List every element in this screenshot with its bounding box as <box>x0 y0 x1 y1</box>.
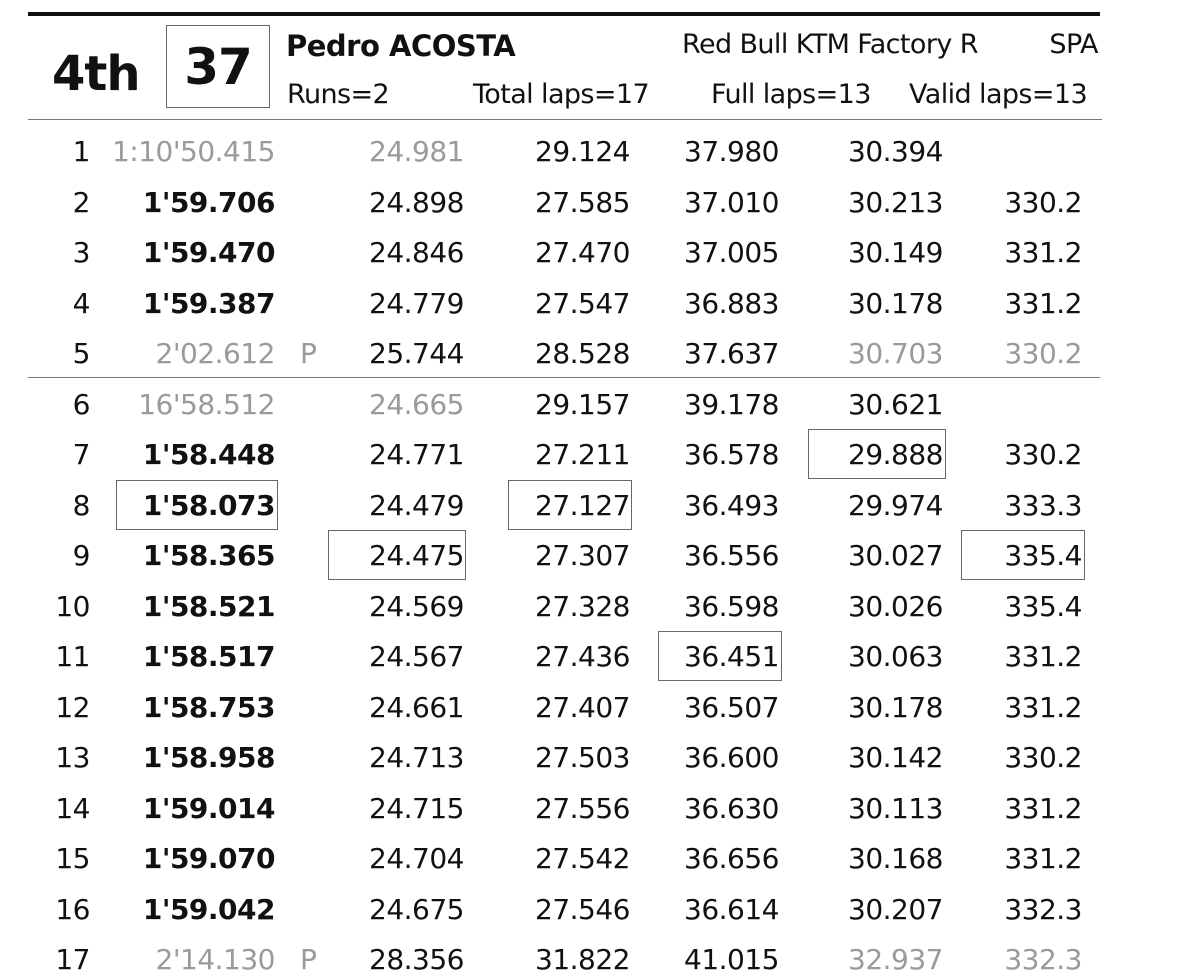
lap-15-speed: 331.2 <box>1004 842 1082 875</box>
lap-12-lap: 12 <box>55 690 90 724</box>
total-laps: Total laps=17 <box>473 79 650 110</box>
lap-14-s4: 30.113 <box>848 791 943 825</box>
lap-17-lap: 17 <box>55 943 90 976</box>
lap-16-speed: 332.3 <box>1004 892 1082 926</box>
lap-10-s3: 36.598 <box>684 589 779 623</box>
lap-2-time: 1'59.706 <box>142 185 275 219</box>
lap-14-speed: 331.2 <box>1004 791 1082 825</box>
lap-6-lap: 6 <box>72 387 90 421</box>
lap-11-lap: 11 <box>55 640 90 673</box>
team-name: Red Bull KTM Factory R <box>682 29 978 60</box>
lap-13-speed: 330.2 <box>1004 741 1082 774</box>
lap-14-time: 1'59.014 <box>142 791 275 825</box>
lap-9-s2: 27.307 <box>535 539 630 572</box>
lap-15-s3: 36.656 <box>684 842 779 875</box>
lap-17-flag: P <box>300 943 317 976</box>
lap-12-s3: 36.507 <box>684 690 779 724</box>
lap-8-s1: 24.479 <box>369 488 464 522</box>
lap-16-s1: 24.675 <box>369 892 464 926</box>
lap-9-speed: 335.4 <box>1004 539 1082 572</box>
top-rule <box>28 12 1100 16</box>
lap-17-s3: 41.015 <box>684 943 779 976</box>
lap-6-s2: 29.157 <box>535 387 630 421</box>
lap-13-s3: 36.600 <box>684 741 779 774</box>
lap-2-s4: 30.213 <box>848 185 943 219</box>
lap-4-s4: 30.178 <box>848 286 943 320</box>
lap-4-lap: 4 <box>72 286 90 320</box>
lap-14-s2: 27.556 <box>535 791 630 825</box>
lap-8-speed: 333.3 <box>1004 488 1082 522</box>
best-time-highlight <box>116 480 278 530</box>
lap-13-s2: 27.503 <box>535 741 630 774</box>
lap-2-lap: 2 <box>72 185 90 219</box>
lap-3-s3: 37.005 <box>684 236 779 269</box>
lap-9-s3: 36.556 <box>684 539 779 572</box>
lap-16-s2: 27.546 <box>535 892 630 926</box>
lap-17-s4: 32.937 <box>848 943 943 976</box>
lap-5-s2: 28.528 <box>535 337 630 370</box>
lap-3-s2: 27.470 <box>535 236 630 269</box>
lap-5-s3: 37.637 <box>684 337 779 370</box>
best-s4-highlight <box>808 429 946 479</box>
lap-16-s3: 36.614 <box>684 892 779 926</box>
lap-12-s2: 27.407 <box>535 690 630 724</box>
lap-17-time: 2'14.130 <box>155 943 275 976</box>
lap-15-s1: 24.704 <box>369 842 464 875</box>
lap-4-s1: 24.779 <box>369 286 464 320</box>
lap-4-s2: 27.547 <box>535 286 630 320</box>
lap-5-time: 2'02.612 <box>155 337 275 370</box>
lap-13-time: 1'58.958 <box>142 741 275 774</box>
lap-3-s1: 24.846 <box>369 236 464 269</box>
lap-5-speed: 330.2 <box>1004 337 1082 370</box>
lap-16-time: 1'59.042 <box>142 892 275 926</box>
lap-7-time: 1'58.448 <box>142 438 275 471</box>
lap-13-s1: 24.713 <box>369 741 464 774</box>
lap-11-speed: 331.2 <box>1004 640 1082 673</box>
best-s1-highlight <box>328 530 466 580</box>
lap-13-lap: 13 <box>55 741 90 774</box>
lap-13-s4: 30.142 <box>848 741 943 774</box>
lap-12-speed: 331.2 <box>1004 690 1082 724</box>
lap-5-flag: P <box>300 337 317 370</box>
lap-10-speed: 335.4 <box>1004 589 1082 623</box>
lap-15-lap: 15 <box>55 842 90 875</box>
lap-10-s4: 30.026 <box>848 589 943 623</box>
lap-1-s2: 29.124 <box>535 135 630 168</box>
lap-15-time: 1'59.070 <box>142 842 275 875</box>
lap-2-speed: 330.2 <box>1004 185 1082 219</box>
lap-12-time: 1'58.753 <box>142 690 275 724</box>
lap-9-lap: 9 <box>72 539 90 572</box>
lap-2-s1: 24.898 <box>369 185 464 219</box>
rider-number: 37 <box>166 25 270 108</box>
lap-12-s1: 24.661 <box>369 690 464 724</box>
lap-15-s4: 30.168 <box>848 842 943 875</box>
lap-3-speed: 331.2 <box>1004 236 1082 269</box>
lap-11-s3: 36.451 <box>684 640 779 673</box>
lap-10-s2: 27.328 <box>535 589 630 623</box>
lap-17-speed: 332.3 <box>1004 943 1082 976</box>
runs-count: Runs=2 <box>287 79 390 110</box>
lap-1-s1: 24.981 <box>369 135 464 168</box>
lap-1-s3: 37.980 <box>684 135 779 168</box>
lap-7-speed: 330.2 <box>1004 438 1082 471</box>
lap-14-s1: 24.715 <box>369 791 464 825</box>
lap-11-s4: 30.063 <box>848 640 943 673</box>
lap-12-s4: 30.178 <box>848 690 943 724</box>
lap-9-time: 1'58.365 <box>142 539 275 572</box>
lap-4-speed: 331.2 <box>1004 286 1082 320</box>
lap-3-lap: 3 <box>72 236 90 269</box>
lap-7-lap: 7 <box>72 438 90 471</box>
lap-5-s1: 25.744 <box>369 337 464 370</box>
lap-7-s2: 27.211 <box>535 438 630 471</box>
lap-7-s3: 36.578 <box>684 438 779 471</box>
lap-1-lap: 1 <box>72 135 90 168</box>
lap-10-time: 1'58.521 <box>142 589 275 623</box>
lap-2-s2: 27.585 <box>535 185 630 219</box>
lap-14-lap: 14 <box>55 791 90 825</box>
lap-10-s1: 24.569 <box>369 589 464 623</box>
lap-9-s1: 24.475 <box>369 539 464 572</box>
lap-7-s1: 24.771 <box>369 438 464 471</box>
lap-16-lap: 16 <box>55 892 90 926</box>
full-laps: Full laps=13 <box>711 79 871 110</box>
lap-3-time: 1'59.470 <box>142 236 275 269</box>
finishing-position: 4th <box>52 46 140 102</box>
lap-15-s2: 27.542 <box>535 842 630 875</box>
lap-8-time: 1'58.073 <box>142 488 275 522</box>
best-s3-highlight <box>658 631 782 681</box>
lap-1-time: 1:10'50.415 <box>111 135 275 168</box>
lap-4-s3: 36.883 <box>684 286 779 320</box>
lap-17-s1: 28.356 <box>369 943 464 976</box>
header-divider <box>28 119 1102 120</box>
lap-6-s3: 39.178 <box>684 387 779 421</box>
lap-11-time: 1'58.517 <box>142 640 275 673</box>
nationality: SPA <box>1049 29 1098 60</box>
lap-10-lap: 10 <box>55 589 90 623</box>
lap-1-s4: 30.394 <box>848 135 943 168</box>
lap-4-time: 1'59.387 <box>142 286 275 320</box>
valid-laps: Valid laps=13 <box>909 79 1088 110</box>
lap-5-lap: 5 <box>72 337 90 370</box>
best-speed-highlight <box>961 530 1085 580</box>
lap-8-lap: 8 <box>72 488 90 522</box>
lap-14-s3: 36.630 <box>684 791 779 825</box>
lap-2-s3: 37.010 <box>684 185 779 219</box>
lap-7-s4: 29.888 <box>848 438 943 471</box>
run-divider <box>28 377 1100 378</box>
lap-8-s3: 36.493 <box>684 488 779 522</box>
lap-17-s2: 31.822 <box>535 943 630 976</box>
lap-8-s2: 27.127 <box>535 488 630 522</box>
lap-3-s4: 30.149 <box>848 236 943 269</box>
lap-6-s4: 30.621 <box>848 387 943 421</box>
lap-8-s4: 29.974 <box>848 488 943 522</box>
rider-name: Pedro ACOSTA <box>286 29 516 63</box>
lap-16-s4: 30.207 <box>848 892 943 926</box>
lap-6-time: 16'58.512 <box>138 387 275 421</box>
lap-5-s4: 30.703 <box>848 337 943 370</box>
lap-6-s1: 24.665 <box>369 387 464 421</box>
lap-11-s2: 27.436 <box>535 640 630 673</box>
lap-9-s4: 30.027 <box>848 539 943 572</box>
lap-11-s1: 24.567 <box>369 640 464 673</box>
best-s2-highlight <box>508 480 632 530</box>
